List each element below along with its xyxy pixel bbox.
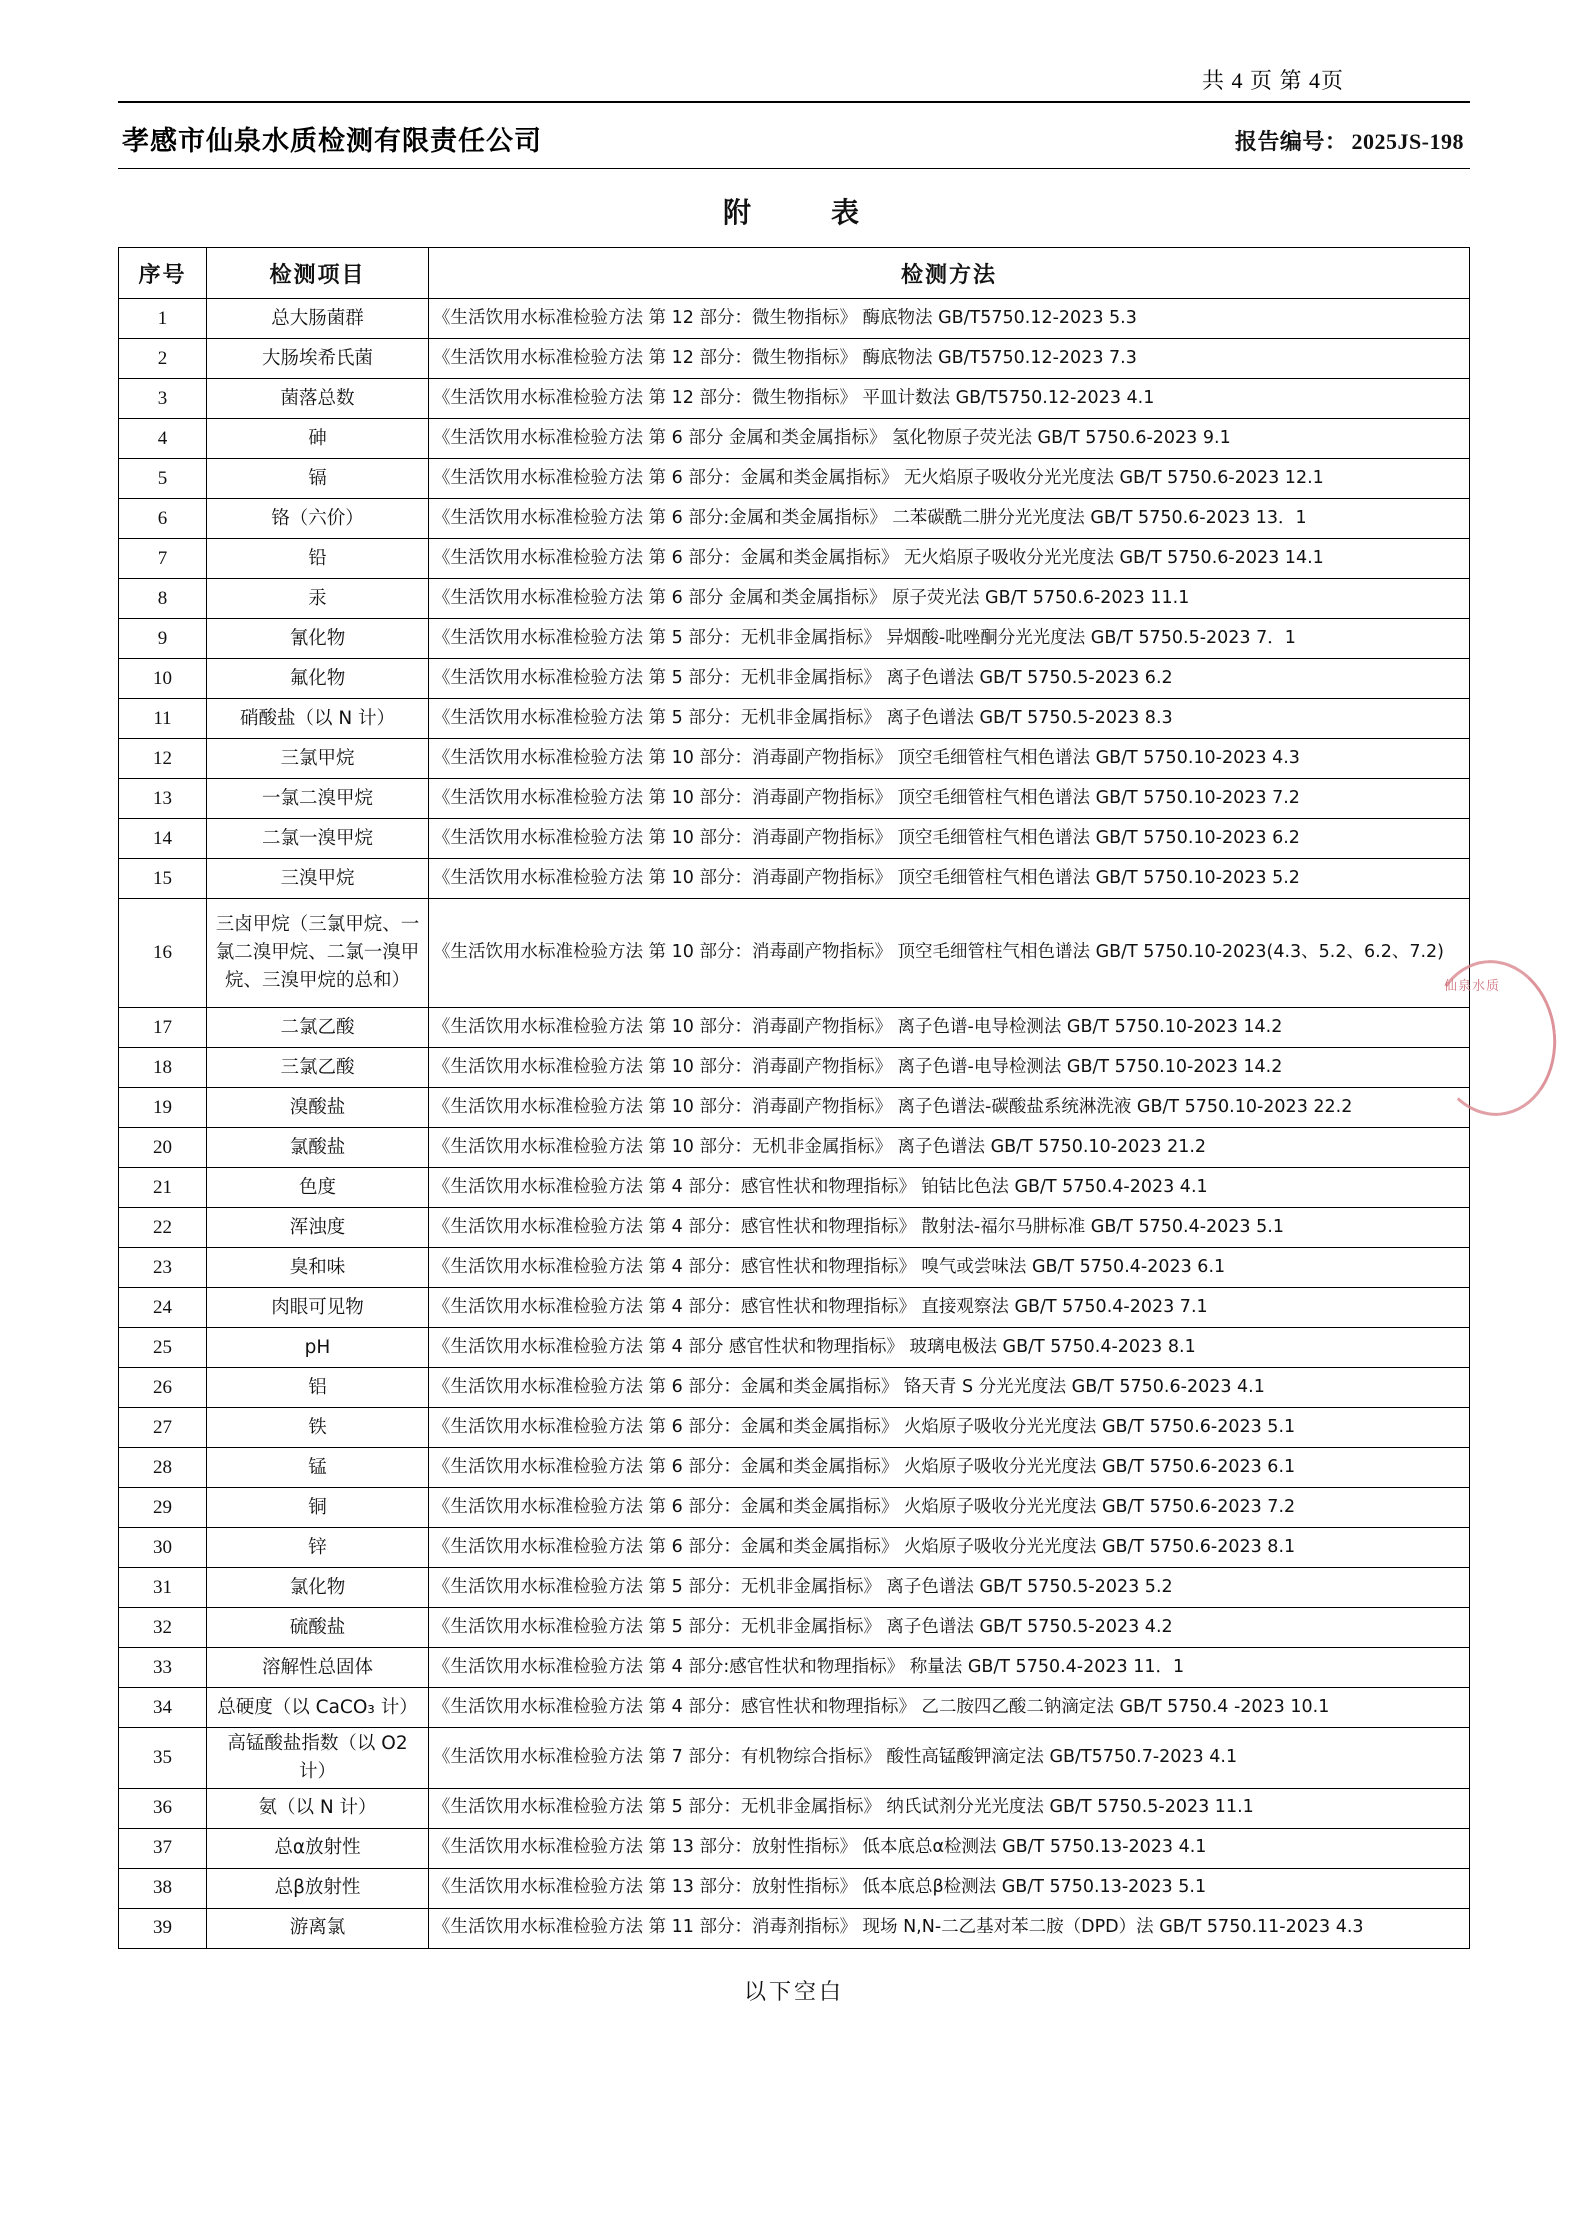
test-item-name: 镉	[207, 459, 429, 499]
table-row	[119, 1048, 1470, 1088]
table-row	[119, 1448, 1470, 1488]
test-item-name: 铝	[207, 1368, 429, 1408]
row-index: 19	[119, 1088, 207, 1128]
row-index: 3	[119, 379, 207, 419]
test-item-name: 氯化物	[207, 1568, 429, 1608]
row-index: 33	[119, 1648, 207, 1688]
page-counter: 共 4 页 第 4页	[1201, 68, 1344, 93]
row-index: 25	[119, 1328, 207, 1368]
test-item-name: 三氯乙酸	[207, 1048, 429, 1088]
table-row	[119, 1248, 1470, 1288]
test-method-text: 《生活饮用水标准检验方法 第 6 部分：金属和类金属指标》 火焰原子吸收分光光度法 GB/T 5750.6-2023 8.1	[429, 1528, 1470, 1568]
table-row	[119, 1488, 1470, 1528]
test-method-text: 《生活饮用水标准检验方法 第 4 部分：感官性状和物理指标》 直接观察法 GB/T 5750.4-2023 7.1	[429, 1288, 1470, 1328]
row-index: 11	[119, 699, 207, 739]
row-index: 32	[119, 1608, 207, 1648]
table-row	[119, 499, 1470, 539]
test-item-name: 肉眼可见物	[207, 1288, 429, 1328]
row-index: 5	[119, 459, 207, 499]
table-row	[119, 579, 1470, 619]
row-index: 1	[119, 299, 207, 339]
test-method-text: 《生活饮用水标准检验方法 第 10 部分：消毒副产物指标》 顶空毛细管柱气相色谱法 GB/T 5750.10-2023 7.2	[429, 779, 1470, 819]
row-index: 38	[119, 1868, 207, 1908]
test-method-text: 《生活饮用水标准检验方法 第 10 部分：消毒副产物指标》 顶空毛细管柱气相色谱法 GB/T 5750.10-2023(4.3、5.2、6.2、7.2)	[429, 899, 1470, 1008]
test-item-name: 高锰酸盐指数（以 O2 计）	[207, 1728, 429, 1789]
table-row	[119, 1008, 1470, 1048]
test-method-text: 《生活饮用水标准检验方法 第 6 部分：金属和类金属指标》 火焰原子吸收分光光度法 GB/T 5750.6-2023 5.1	[429, 1408, 1470, 1448]
test-method-text: 《生活饮用水标准检验方法 第 10 部分：消毒副产物指标》 顶空毛细管柱气相色谱法 GB/T 5750.10-2023 4.3	[429, 739, 1470, 779]
row-index: 26	[119, 1368, 207, 1408]
test-method-text: 《生活饮用水标准检验方法 第 4 部分：感官性状和物理指标》 散射法-福尔马肼标准 GB/T 5750.4-2023 5.1	[429, 1208, 1470, 1248]
test-method-text: 《生活饮用水标准检验方法 第 10 部分：消毒副产物指标》 离子色谱-电导检测法 GB/T 5750.10-2023 14.2	[429, 1008, 1470, 1048]
table-row	[119, 1568, 1470, 1608]
test-item-name: 二氯一溴甲烷	[207, 819, 429, 859]
test-method-text: 《生活饮用水标准检验方法 第 11 部分：消毒剂指标》 现场 N,N-二乙基对苯二胺（DPD）法 GB/T 5750.11-2023 4.3	[429, 1908, 1470, 1948]
table-row	[119, 1368, 1470, 1408]
test-method-text: 《生活饮用水标准检验方法 第 6 部分 金属和类金属指标》 原子荧光法 GB/T 5750.6-2023 11.1	[429, 579, 1470, 619]
methods-table	[118, 247, 1470, 1949]
table-row	[119, 1528, 1470, 1568]
test-item-name: 大肠埃希氏菌	[207, 339, 429, 379]
row-index: 27	[119, 1408, 207, 1448]
test-item-name: 总大肠菌群	[207, 299, 429, 339]
test-method-text: 《生活饮用水标准检验方法 第 6 部分:金属和类金属指标》 二苯碳酰二肼分光光度法 GB/T 5750.6-2023 13．1	[429, 499, 1470, 539]
row-index: 16	[119, 899, 207, 1008]
test-item-name: pH	[207, 1328, 429, 1368]
test-item-name: 锌	[207, 1528, 429, 1568]
table-row	[119, 1168, 1470, 1208]
test-method-text: 《生活饮用水标准检验方法 第 5 部分：无机非金属指标》 离子色谱法 GB/T 5750.5-2023 8.3	[429, 699, 1470, 739]
column-header-method: 检测方法	[429, 248, 1470, 299]
test-method-text: 《生活饮用水标准检验方法 第 12 部分：微生物指标》 酶底物法 GB/T5750.12-2023 7.3	[429, 339, 1470, 379]
row-index: 21	[119, 1168, 207, 1208]
row-index: 15	[119, 859, 207, 899]
table-row	[119, 539, 1470, 579]
test-item-name: 总β放射性	[207, 1868, 429, 1908]
table-row	[119, 899, 1470, 1008]
table-row	[119, 1288, 1470, 1328]
test-item-name: 溶解性总固体	[207, 1648, 429, 1688]
test-method-text: 《生活饮用水标准检验方法 第 10 部分：消毒副产物指标》 顶空毛细管柱气相色谱法 GB/T 5750.10-2023 5.2	[429, 859, 1470, 899]
test-method-text: 《生活饮用水标准检验方法 第 7 部分：有机物综合指标》 酸性高锰酸钾滴定法 GB/T5750.7-2023 4.1	[429, 1728, 1470, 1789]
test-method-text: 《生活饮用水标准检验方法 第 6 部分：金属和类金属指标》 无火焰原子吸收分光光度法 GB/T 5750.6-2023 14.1	[429, 539, 1470, 579]
test-item-name: 氨（以 N 计）	[207, 1788, 429, 1828]
report-number-label: 报告编号：	[1234, 130, 1348, 155]
table-row	[119, 779, 1470, 819]
row-index: 10	[119, 659, 207, 699]
test-method-text: 《生活饮用水标准检验方法 第 4 部分：感官性状和物理指标》 乙二胺四乙酸二钠滴定法 GB/T 5750.4 -2023 10.1	[429, 1688, 1470, 1728]
test-method-text: 《生活饮用水标准检验方法 第 6 部分 金属和类金属指标》 氢化物原子荧光法 GB/T 5750.6-2023 9.1	[429, 419, 1470, 459]
test-method-text: 《生活饮用水标准检验方法 第 4 部分:感官性状和物理指标》 称量法 GB/T 5750.4-2023 11．1	[429, 1648, 1470, 1688]
document-header	[118, 101, 1470, 158]
table-row	[119, 1328, 1470, 1368]
test-method-text: 《生活饮用水标准检验方法 第 6 部分：金属和类金属指标》 火焰原子吸收分光光度法 GB/T 5750.6-2023 7.2	[429, 1488, 1470, 1528]
row-index: 8	[119, 579, 207, 619]
test-item-name: 汞	[207, 579, 429, 619]
table-row	[119, 379, 1470, 419]
test-method-text: 《生活饮用水标准检验方法 第 5 部分：无机非金属指标》 离子色谱法 GB/T 5750.5-2023 5.2	[429, 1568, 1470, 1608]
page-title: 附 表	[722, 196, 885, 229]
report-sheet	[118, 64, 1470, 2006]
row-index: 18	[119, 1048, 207, 1088]
test-item-name: 硝酸盐（以 N 计）	[207, 699, 429, 739]
row-index: 30	[119, 1528, 207, 1568]
test-item-name: 氯酸盐	[207, 1128, 429, 1168]
table-row	[119, 1788, 1470, 1828]
test-method-text: 《生活饮用水标准检验方法 第 5 部分：无机非金属指标》 异烟酸-吡唑酮分光光度法 GB/T 5750.5-2023 7．1	[429, 619, 1470, 659]
test-item-name: 一氯二溴甲烷	[207, 779, 429, 819]
row-index: 23	[119, 1248, 207, 1288]
row-index: 14	[119, 819, 207, 859]
footer-note: 以下空白	[743, 1979, 844, 2005]
table-row	[119, 1208, 1470, 1248]
table-row	[119, 1728, 1470, 1789]
test-item-name: 氟化物	[207, 659, 429, 699]
test-item-name: 菌落总数	[207, 379, 429, 419]
row-index: 2	[119, 339, 207, 379]
report-number	[1235, 125, 1464, 158]
test-item-name: 三氯甲烷	[207, 739, 429, 779]
test-item-name: 游离氯	[207, 1908, 429, 1948]
row-index: 4	[119, 419, 207, 459]
table-row	[119, 1688, 1470, 1728]
row-index: 13	[119, 779, 207, 819]
table-row	[119, 859, 1470, 899]
row-index: 28	[119, 1448, 207, 1488]
row-index: 31	[119, 1568, 207, 1608]
row-index: 22	[119, 1208, 207, 1248]
test-item-name: 铅	[207, 539, 429, 579]
test-method-text: 《生活饮用水标准检验方法 第 5 部分：无机非金属指标》 离子色谱法 GB/T 5750.5-2023 4.2	[429, 1608, 1470, 1648]
row-index: 6	[119, 499, 207, 539]
table-row	[119, 299, 1470, 339]
row-index: 12	[119, 739, 207, 779]
test-method-text: 《生活饮用水标准检验方法 第 6 部分：金属和类金属指标》 无火焰原子吸收分光光度法 GB/T 5750.6-2023 12.1	[429, 459, 1470, 499]
row-index: 24	[119, 1288, 207, 1328]
table-row	[119, 339, 1470, 379]
row-index: 17	[119, 1008, 207, 1048]
column-header-no: 序号	[119, 248, 207, 299]
test-method-text: 《生活饮用水标准检验方法 第 10 部分：消毒副产物指标》 顶空毛细管柱气相色谱法 GB/T 5750.10-2023 6.2	[429, 819, 1470, 859]
table-row	[119, 659, 1470, 699]
test-item-name: 铜	[207, 1488, 429, 1528]
table-row	[119, 1408, 1470, 1448]
test-method-text: 《生活饮用水标准检验方法 第 10 部分：消毒副产物指标》 离子色谱法-碳酸盐系统淋洗液 GB/T 5750.10-2023 22.2	[429, 1088, 1470, 1128]
test-method-text: 《生活饮用水标准检验方法 第 5 部分：无机非金属指标》 离子色谱法 GB/T 5750.5-2023 6.2	[429, 659, 1470, 699]
test-item-name: 铁	[207, 1408, 429, 1448]
table-row	[119, 1128, 1470, 1168]
header-divider	[118, 168, 1470, 169]
table-row	[119, 1868, 1470, 1908]
table-header-row	[119, 248, 1470, 299]
test-method-text: 《生活饮用水标准检验方法 第 4 部分 感官性状和物理指标》 玻璃电极法 GB/T 5750.4-2023 8.1	[429, 1328, 1470, 1368]
test-method-text: 《生活饮用水标准检验方法 第 4 部分：感官性状和物理指标》 铂钴比色法 GB/T 5750.4-2023 4.1	[429, 1168, 1470, 1208]
test-method-text: 《生活饮用水标准检验方法 第 4 部分：感官性状和物理指标》 嗅气或尝味法 GB/T 5750.4-2023 6.1	[429, 1248, 1470, 1288]
table-row	[119, 1648, 1470, 1688]
seal-stamp-text: 仙泉水质	[1444, 979, 1501, 994]
table-row	[119, 819, 1470, 859]
row-index: 35	[119, 1728, 207, 1789]
test-item-name: 总硬度（以 CaCO₃ 计）	[207, 1688, 429, 1728]
test-item-name: 氰化物	[207, 619, 429, 659]
test-item-name: 硫酸盐	[207, 1608, 429, 1648]
table-row	[119, 419, 1470, 459]
column-header-item: 检测项目	[207, 248, 429, 299]
test-method-text: 《生活饮用水标准检验方法 第 10 部分：无机非金属指标》 离子色谱法 GB/T 5750.10-2023 21.2	[429, 1128, 1470, 1168]
table-row	[119, 1088, 1470, 1128]
test-method-text: 《生活饮用水标准检验方法 第 12 部分：微生物指标》 酶底物法 GB/T5750.12-2023 5.3	[429, 299, 1470, 339]
row-index: 39	[119, 1908, 207, 1948]
test-item-name: 二氯乙酸	[207, 1008, 429, 1048]
test-item-name: 锰	[207, 1448, 429, 1488]
row-index: 34	[119, 1688, 207, 1728]
test-item-name: 浑浊度	[207, 1208, 429, 1248]
test-method-text: 《生活饮用水标准检验方法 第 6 部分：金属和类金属指标》 火焰原子吸收分光光度法 GB/T 5750.6-2023 6.1	[429, 1448, 1470, 1488]
test-method-text: 《生活饮用水标准检验方法 第 13 部分：放射性指标》 低本底总β检测法 GB/T 5750.13-2023 5.1	[429, 1868, 1470, 1908]
row-index: 37	[119, 1828, 207, 1868]
table-row	[119, 1608, 1470, 1648]
test-method-text: 《生活饮用水标准检验方法 第 5 部分：无机非金属指标》 纳氏试剂分光光度法 GB/T 5750.5-2023 11.1	[429, 1788, 1470, 1828]
test-item-name: 砷	[207, 419, 429, 459]
test-item-name: 臭和味	[207, 1248, 429, 1288]
row-index: 20	[119, 1128, 207, 1168]
table-row	[119, 619, 1470, 659]
test-item-name: 三卤甲烷（三氯甲烷、一氯二溴甲烷、二氯一溴甲烷、三溴甲烷的总和）	[207, 899, 429, 1008]
test-method-text: 《生活饮用水标准检验方法 第 13 部分：放射性指标》 低本底总α检测法 GB/T 5750.13-2023 4.1	[429, 1828, 1470, 1868]
table-row	[119, 739, 1470, 779]
test-item-name: 铬（六价）	[207, 499, 429, 539]
row-index: 7	[119, 539, 207, 579]
table-row	[119, 1908, 1470, 1948]
company-name: 孝感市仙泉水质检测有限责任公司	[122, 126, 542, 157]
test-item-name: 总α放射性	[207, 1828, 429, 1868]
table-row	[119, 1828, 1470, 1868]
row-index: 9	[119, 619, 207, 659]
table-row	[119, 699, 1470, 739]
report-number-value: 2025JS-198	[1351, 129, 1464, 154]
test-item-name: 色度	[207, 1168, 429, 1208]
test-item-name: 溴酸盐	[207, 1088, 429, 1128]
test-method-text: 《生活饮用水标准检验方法 第 6 部分：金属和类金属指标》 铬天青 S 分光光度法 GB/T 5750.6-2023 4.1	[429, 1368, 1470, 1408]
test-item-name: 三溴甲烷	[207, 859, 429, 899]
methods-table-body	[119, 299, 1470, 1949]
row-index: 29	[119, 1488, 207, 1528]
test-method-text: 《生活饮用水标准检验方法 第 10 部分：消毒副产物指标》 离子色谱-电导检测法 GB/T 5750.10-2023 14.2	[429, 1048, 1470, 1088]
test-method-text: 《生活饮用水标准检验方法 第 12 部分：微生物指标》 平皿计数法 GB/T5750.12-2023 4.1	[429, 379, 1470, 419]
row-index: 36	[119, 1788, 207, 1828]
table-row	[119, 459, 1470, 499]
